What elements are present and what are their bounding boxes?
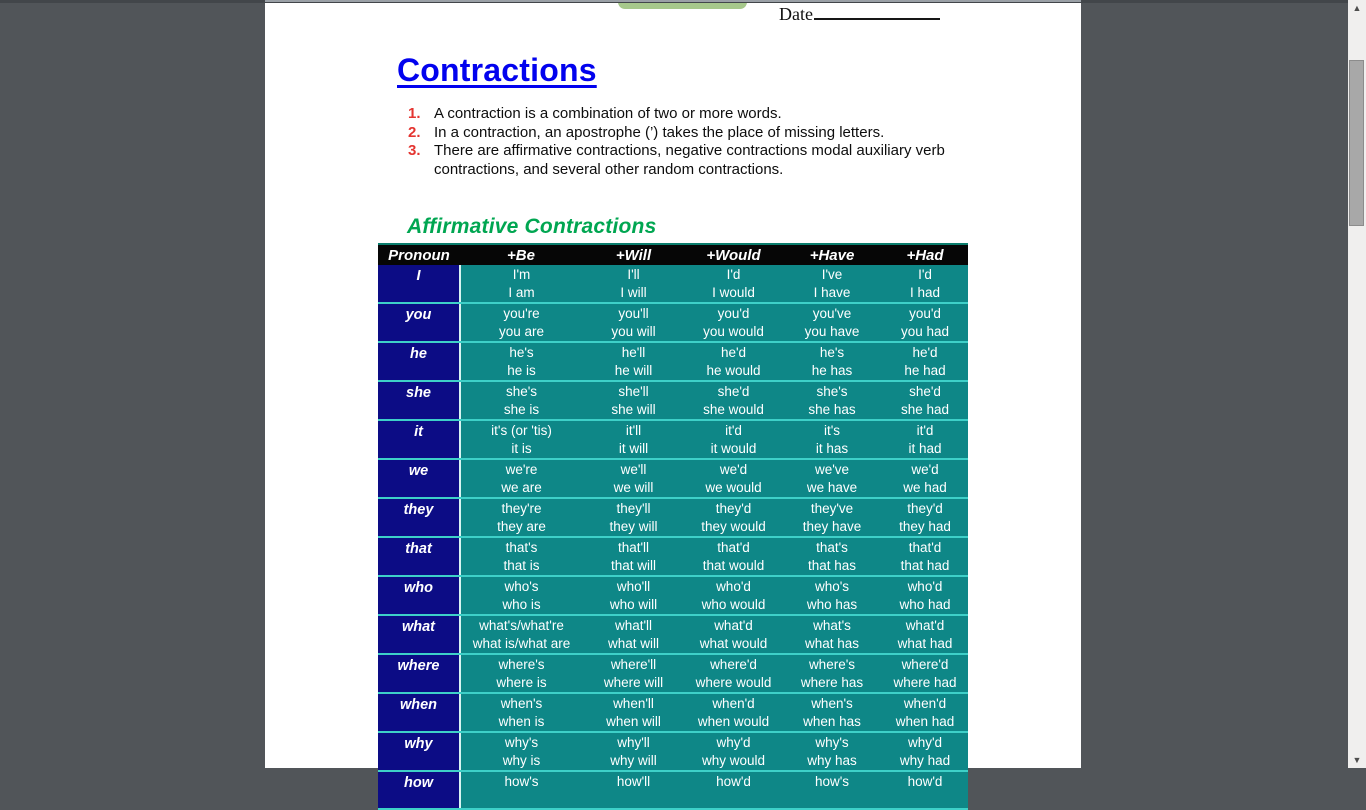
contraction-text: you'd xyxy=(717,306,750,321)
contractions-table-body xyxy=(378,265,968,809)
cell-would xyxy=(685,459,782,498)
cell-had xyxy=(882,732,968,771)
expansion-text: why would xyxy=(701,753,766,768)
cell-would xyxy=(685,693,782,732)
contraction-text: who'd xyxy=(716,579,751,594)
cell-had xyxy=(882,693,968,732)
contraction-text: that's xyxy=(505,540,538,555)
cell-be xyxy=(460,498,582,537)
pronoun-label: they xyxy=(403,502,434,518)
expansion-text: I am xyxy=(508,285,535,300)
pronoun-label: we xyxy=(408,463,429,479)
list-text: A contraction is a combination of two or more words. xyxy=(434,105,782,122)
table-row xyxy=(378,654,968,693)
expansion-text: I will xyxy=(620,285,647,300)
cell-have xyxy=(782,537,882,576)
expansion-text: when has xyxy=(803,714,861,729)
contraction-text: she's xyxy=(505,384,538,399)
cell-will xyxy=(582,654,685,693)
contraction-text: when'd xyxy=(903,696,947,711)
expansion-text: why is xyxy=(502,753,541,768)
cell-had xyxy=(882,265,968,303)
expansion-text: you had xyxy=(900,324,950,339)
header-have: +Have xyxy=(782,244,882,265)
cell-will xyxy=(582,615,685,654)
scroll-up-button[interactable] xyxy=(1348,0,1366,16)
contraction-text: who'd xyxy=(907,579,943,594)
contraction-text: where's xyxy=(808,657,856,672)
scroll-down-icon: ▼ xyxy=(1352,755,1362,765)
cell-be xyxy=(460,265,582,303)
contraction-text: how'd xyxy=(716,774,751,789)
expansion-text: who will xyxy=(609,597,658,612)
expansion-text: you have xyxy=(804,324,860,339)
cell-be xyxy=(460,537,582,576)
pronoun-cell xyxy=(378,654,460,693)
cell-will xyxy=(582,498,685,537)
cell-be xyxy=(460,615,582,654)
expansion-text: that had xyxy=(900,558,950,573)
list-item xyxy=(408,142,953,179)
list-number: 3. xyxy=(408,142,421,159)
expansion-text: who had xyxy=(899,597,951,612)
cell-would xyxy=(685,732,782,771)
list-number: 2. xyxy=(408,123,421,141)
cell-be xyxy=(460,732,582,771)
contraction-text: I'd xyxy=(918,267,932,282)
expansion-text: you are xyxy=(498,324,545,339)
cell-will xyxy=(582,342,685,381)
expansion-text: they would xyxy=(701,519,766,534)
contraction-text: I'd xyxy=(726,267,741,282)
contraction-text: why's xyxy=(815,735,849,750)
section-heading: Affirmative Contractions xyxy=(407,215,657,238)
scroll-down-button[interactable] xyxy=(1348,752,1366,768)
cell-will xyxy=(582,265,685,303)
cell-will xyxy=(582,420,685,459)
expansion-text: it has xyxy=(815,441,849,456)
contraction-text: what'll xyxy=(614,618,653,633)
expansion-text: when will xyxy=(606,714,661,729)
header-pronoun: Pronoun xyxy=(378,244,460,265)
cell-had xyxy=(882,459,968,498)
cell-will xyxy=(582,537,685,576)
contraction-text: we'd xyxy=(911,462,939,477)
expansion-text: he would xyxy=(706,363,761,378)
contraction-text: why's xyxy=(504,735,539,750)
contraction-text: why'll xyxy=(617,735,650,750)
expansion-text: we will xyxy=(613,480,654,495)
expansion-text: you will xyxy=(611,324,656,339)
contraction-text: it's xyxy=(823,423,841,438)
cell-have xyxy=(782,576,882,615)
contraction-text: they'll xyxy=(616,501,651,516)
contraction-text: he'd xyxy=(720,345,747,360)
pronoun-label: where xyxy=(397,658,440,674)
pronoun-label: that xyxy=(405,541,432,557)
expansion-text: I would xyxy=(712,285,755,300)
cell-have xyxy=(782,732,882,771)
cell-have xyxy=(782,342,882,381)
expansion-text: she would xyxy=(703,402,764,417)
expansion-text: it would xyxy=(710,441,757,456)
header-will: +Will xyxy=(582,244,685,265)
cell-had xyxy=(882,576,968,615)
scrollbar[interactable] xyxy=(1348,0,1366,768)
expansion-text: that is xyxy=(503,558,540,573)
contraction-text: we'd xyxy=(719,462,748,477)
pronoun-cell xyxy=(378,420,460,459)
expansion-text: who is xyxy=(502,597,541,612)
contraction-text: that'd xyxy=(717,540,750,555)
expansion-text: he has xyxy=(811,363,853,378)
contraction-text: she'll xyxy=(618,384,649,399)
contraction-text: why'd xyxy=(907,735,943,750)
contraction-text: he's xyxy=(509,345,534,360)
pronoun-cell xyxy=(378,732,460,771)
list-number: 1. xyxy=(408,105,421,122)
cell-have xyxy=(782,615,882,654)
contraction-text: where'll xyxy=(610,657,657,672)
expansion-text: we are xyxy=(501,480,542,495)
date-blank-line xyxy=(814,2,940,20)
list-text: In a contraction, an apostrophe (’) takes the place of missing letters. xyxy=(434,123,885,141)
cell-will xyxy=(582,459,685,498)
contraction-text: who's xyxy=(814,579,850,594)
contraction-text: I'll xyxy=(627,267,640,282)
contraction-text: we've xyxy=(814,462,850,477)
expansion-text: they are xyxy=(497,519,546,534)
table-row xyxy=(378,265,968,303)
expansion-text: where will xyxy=(603,675,664,690)
cell-would xyxy=(685,615,782,654)
expansion-text: they had xyxy=(899,519,951,534)
pronoun-label: it xyxy=(414,424,423,440)
cell-would xyxy=(685,265,782,303)
cell-will xyxy=(582,693,685,732)
cell-will xyxy=(582,576,685,615)
expansion-text: what will xyxy=(607,636,659,651)
contraction-text: that'll xyxy=(617,540,650,555)
header-be: +Be xyxy=(460,244,582,265)
table-row xyxy=(378,303,968,342)
contraction-text: who's xyxy=(504,579,539,594)
expansion-text: what is/what are xyxy=(472,636,571,651)
pronoun-label: he xyxy=(410,346,427,362)
pronoun-cell xyxy=(378,693,460,732)
expansion-text: we have xyxy=(806,480,858,495)
expansion-text: why had xyxy=(899,753,951,768)
cell-had xyxy=(882,342,968,381)
cell-would xyxy=(685,420,782,459)
pronoun-cell xyxy=(378,576,460,615)
contraction-text: we're xyxy=(505,462,538,477)
cell-be xyxy=(460,381,582,420)
pronoun-label: who xyxy=(404,580,433,596)
table-row xyxy=(378,420,968,459)
pronoun-cell xyxy=(378,342,460,381)
table-row xyxy=(378,693,968,732)
expansion-text: where is xyxy=(496,675,547,690)
cell-be xyxy=(460,420,582,459)
contraction-text: where's xyxy=(498,657,545,672)
pronoun-label: you xyxy=(405,307,432,323)
table-row xyxy=(378,537,968,576)
cell-will xyxy=(582,381,685,420)
cell-have xyxy=(782,771,882,809)
table-row xyxy=(378,459,968,498)
scroll-up-icon: ▲ xyxy=(1352,3,1362,13)
contraction-text: how's xyxy=(814,774,850,789)
cell-have xyxy=(782,420,882,459)
list-item xyxy=(408,124,953,143)
expansion-text: I had xyxy=(909,285,941,300)
cell-be xyxy=(460,342,582,381)
expansion-text: he is xyxy=(507,363,536,378)
contraction-text: she'd xyxy=(717,384,750,399)
expansion-text: why has xyxy=(807,753,857,768)
expansion-text: I have xyxy=(813,285,851,300)
expansion-text: when would xyxy=(697,714,770,729)
expansion-text: it will xyxy=(618,441,649,456)
contraction-text: it'd xyxy=(916,423,934,438)
contraction-text: they'd xyxy=(907,501,943,516)
pronoun-cell xyxy=(378,381,460,420)
cell-have xyxy=(782,381,882,420)
page-title: Contractions xyxy=(397,52,597,88)
cell-be xyxy=(460,576,582,615)
cell-have xyxy=(782,459,882,498)
pronoun-label: what xyxy=(401,619,436,635)
contraction-text: you'd xyxy=(909,306,941,321)
contraction-text: I'm xyxy=(512,267,531,282)
expansion-text: it had xyxy=(908,441,942,456)
cell-would xyxy=(685,498,782,537)
pronoun-cell xyxy=(378,303,460,342)
list-item xyxy=(408,105,953,124)
contraction-text: it'll xyxy=(625,423,642,438)
pronoun-cell xyxy=(378,615,460,654)
expansion-text: they will xyxy=(609,519,658,534)
cell-will xyxy=(582,771,685,809)
table-row xyxy=(378,381,968,420)
table-row xyxy=(378,342,968,381)
cell-had xyxy=(882,615,968,654)
cell-have xyxy=(782,498,882,537)
cell-be xyxy=(460,303,582,342)
expansion-text: where has xyxy=(800,675,864,690)
cell-had xyxy=(882,381,968,420)
pronoun-label: she xyxy=(406,385,431,401)
expansion-text: that would xyxy=(702,558,765,573)
contraction-text: it's (or 'tis) xyxy=(491,423,552,438)
expansion-text: she has xyxy=(808,402,856,417)
contraction-text: they're xyxy=(501,501,542,516)
cell-would xyxy=(685,654,782,693)
table-row xyxy=(378,498,968,537)
table-row xyxy=(378,576,968,615)
expansion-text: that will xyxy=(610,558,656,573)
pronoun-label: how xyxy=(404,775,433,791)
contraction-text: how'll xyxy=(616,774,651,789)
contraction-text: when'll xyxy=(613,696,654,711)
contraction-text: when's xyxy=(500,696,543,711)
cell-have xyxy=(782,265,882,303)
cell-had xyxy=(882,420,968,459)
contraction-text: you've xyxy=(812,306,852,321)
contraction-text: when'd xyxy=(712,696,755,711)
expansion-text: they have xyxy=(802,519,862,534)
contraction-text: they'd xyxy=(715,501,752,516)
pronoun-cell xyxy=(378,459,460,498)
cell-be xyxy=(460,693,582,732)
cell-will xyxy=(582,732,685,771)
date-field xyxy=(779,2,940,25)
cell-have xyxy=(782,693,882,732)
expansion-text: when is xyxy=(498,714,545,729)
cell-be xyxy=(460,654,582,693)
expansion-text: who has xyxy=(806,597,858,612)
cell-would xyxy=(685,771,782,809)
expansion-text: he will xyxy=(614,363,653,378)
list-text: There are affirmative contractions, negative contractions modal auxiliary verb contractions, and several other random contractions. xyxy=(434,142,945,178)
expansion-text: that has xyxy=(807,558,857,573)
contraction-text: how'd xyxy=(907,774,943,789)
intro-list xyxy=(408,105,953,179)
expansion-text: we had xyxy=(903,480,947,495)
cell-have xyxy=(782,654,882,693)
cell-be xyxy=(460,771,582,809)
expansion-text: it is xyxy=(511,441,532,456)
date-label: Date xyxy=(779,4,813,24)
cell-had xyxy=(882,654,968,693)
document-page xyxy=(265,0,1081,791)
expansion-text: what had xyxy=(897,636,953,651)
contraction-text: she's xyxy=(816,384,848,399)
contraction-text: I've xyxy=(821,267,843,282)
page-top-edge xyxy=(265,0,1081,2)
expansion-text: we would xyxy=(705,480,762,495)
expansion-text: where would xyxy=(695,675,772,690)
expansion-text: he had xyxy=(904,363,946,378)
header-would: +Would xyxy=(685,244,782,265)
cell-had xyxy=(882,537,968,576)
expansion-text: who would xyxy=(701,597,766,612)
pronoun-cell xyxy=(378,265,460,303)
contractions-table xyxy=(378,243,968,810)
contraction-text: where'd xyxy=(901,657,949,672)
table-row xyxy=(378,732,968,771)
contraction-text: they've xyxy=(810,501,854,516)
expansion-text: what has xyxy=(804,636,860,651)
expansion-text: she will xyxy=(611,402,656,417)
contraction-text: you'll xyxy=(618,306,649,321)
cell-had xyxy=(882,498,968,537)
table-header-row xyxy=(378,244,968,265)
pronoun-label: when xyxy=(399,697,438,713)
table-row xyxy=(378,615,968,654)
contraction-text: she'd xyxy=(909,384,941,399)
cell-would xyxy=(685,576,782,615)
contraction-text: who'll xyxy=(616,579,651,594)
contraction-text: what'd xyxy=(905,618,945,633)
expansion-text: she had xyxy=(900,402,950,417)
contraction-text: how's xyxy=(504,774,539,789)
contraction-text: where'd xyxy=(710,657,757,672)
expansion-text: she is xyxy=(503,402,540,417)
pronoun-cell xyxy=(378,498,460,537)
cell-would xyxy=(685,381,782,420)
cell-would xyxy=(685,303,782,342)
contraction-text: what'd xyxy=(714,618,753,633)
contraction-text: he'll xyxy=(621,345,646,360)
header-had: +Had xyxy=(882,244,968,265)
contraction-text: it'd xyxy=(725,423,742,438)
expansion-text: you would xyxy=(703,324,764,339)
cell-would xyxy=(685,342,782,381)
contraction-text: we'll xyxy=(620,462,647,477)
cell-will xyxy=(582,303,685,342)
cell-had xyxy=(882,771,968,809)
contraction-text: what's xyxy=(813,618,851,633)
contraction-text: he'd xyxy=(912,345,938,360)
scrollbar-thumb[interactable] xyxy=(1349,60,1364,226)
pronoun-cell xyxy=(378,537,460,576)
contraction-text: you're xyxy=(503,306,540,321)
cell-would xyxy=(685,537,782,576)
cell-had xyxy=(882,303,968,342)
contraction-text: that'd xyxy=(908,540,942,555)
contractions-table-wrap xyxy=(378,243,968,810)
contraction-text: he's xyxy=(819,345,845,360)
pronoun-label: I xyxy=(416,268,421,284)
cell-have xyxy=(782,303,882,342)
cell-be xyxy=(460,459,582,498)
expansion-text: where had xyxy=(893,675,957,690)
contraction-text: why'd xyxy=(716,735,751,750)
contraction-text: what's/what're xyxy=(479,618,564,633)
expansion-text: what would xyxy=(699,636,768,651)
expansion-text: why will xyxy=(610,753,657,768)
table-row xyxy=(378,771,968,809)
pronoun-label: why xyxy=(404,736,433,752)
expansion-text: when had xyxy=(895,714,955,729)
contraction-text: that's xyxy=(816,540,848,555)
contraction-text: when's xyxy=(811,696,853,711)
pronoun-cell xyxy=(378,771,460,809)
